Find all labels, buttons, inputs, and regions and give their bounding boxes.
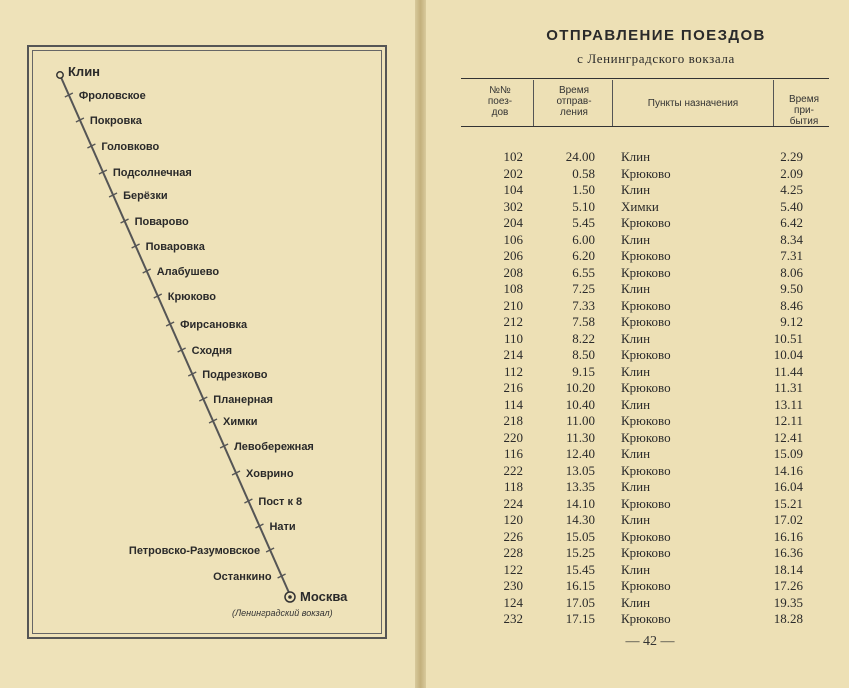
departure-time-cell: 11.30 xyxy=(566,429,595,445)
train-number-cell: 114 xyxy=(503,396,523,412)
destination-cell: Крюково xyxy=(621,165,671,181)
table-row xyxy=(461,166,829,183)
train-number-cell: 232 xyxy=(503,611,523,626)
station-label: Пост к 8 xyxy=(258,496,303,508)
destination-cell: Крюково xyxy=(621,578,671,593)
train-number-cell: 214 xyxy=(503,347,523,362)
train-number-cell: 106 xyxy=(503,231,523,247)
departure-time-cell: 0.58 xyxy=(572,165,595,181)
destination-cell: Клин xyxy=(621,446,651,461)
station-label: Берёзки xyxy=(123,190,168,202)
train-number-cell: 204 xyxy=(503,215,523,230)
train-number-cell: 230 xyxy=(503,578,523,593)
train-number-cell: 226 xyxy=(503,528,523,544)
train-number-cell: 108 xyxy=(503,281,523,296)
station-label: Левобережная xyxy=(234,441,314,453)
arrival-time-cell: 9.12 xyxy=(780,314,803,329)
table-row xyxy=(461,149,829,166)
table-row xyxy=(461,545,829,562)
table-row xyxy=(461,397,829,414)
departure-time-cell: 6.00 xyxy=(572,231,595,247)
book-gutter xyxy=(415,0,426,688)
table-row xyxy=(461,479,829,496)
table-row xyxy=(461,298,829,315)
train-number-cell: 202 xyxy=(503,165,523,181)
destination-cell: Крюково xyxy=(621,545,671,560)
train-number-cell: 116 xyxy=(503,446,523,461)
station-label: Планерная xyxy=(213,394,273,406)
arrival-time-cell: 8.46 xyxy=(780,297,803,313)
arrival-time-cell: 16.16 xyxy=(773,528,803,544)
table-row xyxy=(461,611,829,628)
station-label: Крюково xyxy=(167,291,216,303)
arrival-time-cell: 17.02 xyxy=(773,512,803,527)
timetable-subtitle: с Ленинградского вокзала xyxy=(577,51,735,66)
departure-time-cell: 5.10 xyxy=(572,198,595,214)
arrival-time-cell: 16.04 xyxy=(773,479,803,494)
table-row xyxy=(461,463,829,480)
map-end-note: (Ленинградский вокзал) xyxy=(232,608,333,618)
arrival-time-cell: 7.31 xyxy=(780,248,803,263)
page-number: — 42 — xyxy=(625,634,675,649)
table-row xyxy=(461,281,829,298)
header-separator xyxy=(773,80,774,126)
train-number-cell: 102 xyxy=(503,149,523,164)
departure-time-cell: 8.50 xyxy=(572,347,595,362)
arrival-time-cell: 2.09 xyxy=(780,165,803,181)
arrival-time-cell: 11.44 xyxy=(774,363,803,379)
header-separator xyxy=(533,80,534,126)
departure-time-cell: 15.05 xyxy=(565,528,595,544)
departure-time-cell: 11.00 xyxy=(566,413,595,428)
departure-time-cell: 14.30 xyxy=(565,512,595,527)
header-bottom-rule xyxy=(461,126,829,127)
table-row xyxy=(461,529,829,546)
destination-cell: Клин xyxy=(621,182,651,197)
header-separator xyxy=(612,80,613,126)
moscow-terminal-dot xyxy=(288,595,292,599)
arrival-time-cell: 19.35 xyxy=(773,594,803,610)
departure-time-cell: 15.25 xyxy=(565,545,595,560)
destination-cell: Клин xyxy=(621,231,651,247)
train-number-cell: 208 xyxy=(503,264,523,280)
train-number-cell: 224 xyxy=(503,495,523,511)
left-page xyxy=(0,0,415,688)
arrival-time-cell: 8.06 xyxy=(780,264,803,280)
header-top-rule xyxy=(461,78,829,79)
table-row xyxy=(461,578,829,595)
arrival-time-cell: 16.36 xyxy=(773,545,803,560)
destination-cell: Крюково xyxy=(621,314,671,329)
header-destination: Пункты назначения xyxy=(647,98,739,109)
table-row xyxy=(461,446,829,463)
table-row xyxy=(461,232,829,249)
map-start-label: Клин xyxy=(68,64,101,79)
table-row xyxy=(461,314,829,331)
arrival-time-cell: 2.29 xyxy=(780,149,803,164)
train-number-cell: 118 xyxy=(503,479,523,494)
station-label: Подрезково xyxy=(202,369,268,381)
arrival-time-cell: 10.04 xyxy=(773,347,803,362)
timetable-rows xyxy=(461,149,829,628)
destination-cell: Крюково xyxy=(621,528,671,544)
train-number-cell: 122 xyxy=(503,561,523,577)
departure-time-cell: 7.58 xyxy=(572,314,595,329)
station-label: Фирсановка xyxy=(180,319,248,331)
table-row xyxy=(461,364,829,381)
station-label: Петровско-Разумовское xyxy=(128,545,261,557)
train-number-cell: 210 xyxy=(503,297,523,313)
departure-time-cell: 24.00 xyxy=(565,149,595,164)
departure-time-cell: 10.20 xyxy=(565,380,595,395)
arrival-time-cell: 15.21 xyxy=(773,495,803,511)
destination-cell: Крюково xyxy=(621,264,671,280)
timetable-title: ОТПРАВЛЕНИЕ ПОЕЗДОВ xyxy=(546,27,766,44)
table-row xyxy=(461,496,829,513)
arrival-time-cell: 9.50 xyxy=(780,281,803,296)
arrival-time-cell: 13.11 xyxy=(774,396,803,412)
arrival-time-cell: 8.34 xyxy=(780,231,803,247)
station-label: Алабушево xyxy=(156,266,220,278)
destination-cell: Крюково xyxy=(621,462,671,478)
train-number-cell: 216 xyxy=(503,380,523,395)
station-label: Покровка xyxy=(89,115,142,127)
departure-time-cell: 16.15 xyxy=(565,578,595,593)
arrival-time-cell: 17.26 xyxy=(773,578,803,593)
station-label: Поваровка xyxy=(145,241,205,253)
header-train-number: №№ поез- дов xyxy=(487,85,513,118)
table-row xyxy=(461,512,829,529)
destination-cell: Крюково xyxy=(621,347,671,362)
destination-cell: Крюково xyxy=(621,495,671,511)
train-number-cell: 104 xyxy=(503,182,523,197)
header-departure-time: Время отправ- ления xyxy=(556,85,592,118)
arrival-time-cell: 12.11 xyxy=(774,413,803,428)
departure-time-cell: 7.25 xyxy=(572,281,595,296)
station-label: Фроловское xyxy=(78,90,146,102)
station-label: Нати xyxy=(269,521,296,533)
train-number-cell: 222 xyxy=(503,462,523,478)
map-end-label: Москва xyxy=(300,589,348,604)
departure-time-cell: 17.05 xyxy=(565,594,595,610)
station-label: Подсолнечная xyxy=(112,167,192,179)
departure-time-cell: 6.55 xyxy=(572,264,595,280)
destination-cell: Крюково xyxy=(621,248,671,263)
train-number-cell: 112 xyxy=(503,363,523,379)
departure-time-cell: 1.50 xyxy=(572,182,595,197)
train-number-cell: 212 xyxy=(503,314,523,329)
departure-time-cell: 12.40 xyxy=(565,446,595,461)
departure-time-cell: 14.10 xyxy=(565,495,595,511)
table-row xyxy=(461,347,829,364)
train-number-cell: 220 xyxy=(503,429,523,445)
train-number-cell: 124 xyxy=(503,594,523,610)
arrival-time-cell: 10.51 xyxy=(773,330,803,346)
destination-cell: Крюково xyxy=(621,215,671,230)
table-row xyxy=(461,199,829,216)
train-number-cell: 218 xyxy=(503,413,523,428)
departure-time-cell: 7.33 xyxy=(572,297,595,313)
departure-time-cell: 15.45 xyxy=(565,561,595,577)
table-row xyxy=(461,248,829,265)
destination-cell: Клин xyxy=(621,512,651,527)
route-line xyxy=(60,75,290,595)
departure-time-cell: 10.40 xyxy=(565,396,595,412)
station-label: Поварово xyxy=(134,216,189,228)
destination-cell: Крюково xyxy=(621,429,671,445)
arrival-time-cell: 15.09 xyxy=(773,446,803,461)
departure-time-cell: 5.45 xyxy=(572,215,595,230)
destination-cell: Крюково xyxy=(621,297,671,313)
departure-time-cell: 8.22 xyxy=(572,330,595,346)
destination-cell: Клин xyxy=(621,281,651,296)
destination-cell: Клин xyxy=(621,330,651,346)
station-labels xyxy=(79,90,314,583)
train-number-cell: 302 xyxy=(503,198,523,214)
station-label: Головково xyxy=(101,141,160,153)
station-label: Химки xyxy=(223,416,258,428)
destination-cell: Крюково xyxy=(621,611,671,626)
train-number-cell: 206 xyxy=(503,248,523,263)
arrival-time-cell: 11.31 xyxy=(774,380,803,395)
arrival-time-cell: 14.16 xyxy=(773,462,803,478)
destination-cell: Клин xyxy=(621,149,651,164)
destination-cell: Крюково xyxy=(621,413,671,428)
station-label: Сходня xyxy=(191,345,233,357)
departure-time-cell: 17.15 xyxy=(565,611,595,626)
arrival-time-cell: 4.25 xyxy=(780,182,803,197)
table-row xyxy=(461,380,829,397)
destination-cell: Клин xyxy=(621,396,651,412)
table-row xyxy=(461,413,829,430)
table-row xyxy=(461,595,829,612)
arrival-time-cell: 18.14 xyxy=(773,561,803,577)
table-row xyxy=(461,331,829,348)
train-number-cell: 228 xyxy=(503,545,523,560)
table-row xyxy=(461,182,829,199)
station-label: Ховрино xyxy=(246,468,294,480)
departure-time-cell: 6.20 xyxy=(572,248,595,263)
train-number-cell: 120 xyxy=(503,512,523,527)
destination-cell: Химки xyxy=(621,198,659,214)
arrival-time-cell: 12.41 xyxy=(773,429,803,445)
destination-cell: Клин xyxy=(621,594,651,610)
table-row xyxy=(461,430,829,447)
arrival-time-cell: 5.40 xyxy=(780,198,803,214)
station-label: Останкино xyxy=(213,571,272,583)
arrival-time-cell: 18.28 xyxy=(773,611,803,626)
departure-time-cell: 9.15 xyxy=(572,363,595,379)
destination-cell: Клин xyxy=(621,479,651,494)
destination-cell: Крюково xyxy=(621,380,671,395)
table-row xyxy=(461,215,829,232)
train-number-cell: 110 xyxy=(503,330,523,346)
arrival-time-cell: 6.42 xyxy=(780,215,803,230)
departure-time-cell: 13.35 xyxy=(565,479,595,494)
header-arrival-time: Время при- бытия xyxy=(788,94,820,127)
destination-cell: Клин xyxy=(621,561,651,577)
table-row xyxy=(461,265,829,282)
klin-terminal-marker xyxy=(57,72,63,78)
departure-time-cell: 13.05 xyxy=(565,462,595,478)
destination-cell: Клин xyxy=(621,363,651,379)
route-map xyxy=(0,0,415,688)
table-row xyxy=(461,562,829,579)
